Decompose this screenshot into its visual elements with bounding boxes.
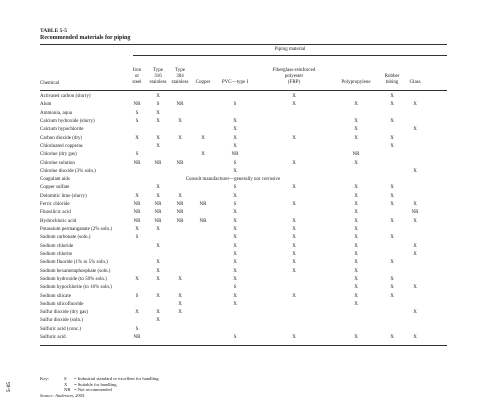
rating-cell: X [390, 118, 394, 124]
rating-cell: X [413, 202, 417, 208]
rating-cell: X [292, 185, 296, 191]
column-header-line: (FRP) [287, 80, 301, 85]
rating-cell: X [292, 135, 296, 141]
chemical-name: Chlorine (dry gas) [40, 152, 77, 158]
rating-cell: X [233, 227, 237, 232]
rating-cell: S [135, 152, 139, 158]
chemical-name: Sodium chlorite [40, 251, 73, 257]
rating-cell: X [156, 293, 160, 299]
column-header-line: stainless [171, 80, 189, 85]
rating-cell: X [233, 143, 237, 149]
rating-cell: NR [154, 202, 162, 208]
table-row [40, 301, 447, 309]
rating-cell: X [233, 218, 237, 224]
rating-cell: NR [176, 102, 184, 108]
chemical-name: Chlorine solution [40, 160, 75, 166]
rating-cell: X [156, 227, 160, 232]
table-row [40, 143, 447, 151]
chemical-name: Sodium hypochlorite (to 16% soln.) [40, 285, 112, 291]
rating-cell: X [390, 293, 394, 299]
table-row [40, 309, 447, 317]
chemical-name: Alum [40, 102, 52, 108]
key-text: = Industrial standard or excellent for handling [74, 376, 159, 381]
rating-cell: X [156, 185, 160, 191]
rating-cell: X [233, 118, 237, 124]
rating-cell: X [390, 94, 394, 99]
rating-cell: X [292, 102, 296, 108]
rating-cell: X [178, 301, 182, 307]
header-rule [40, 90, 447, 91]
rating-cell: X [354, 251, 358, 257]
key-code: S [64, 376, 67, 381]
rating-cell: S [233, 335, 237, 341]
rating-cell: X [135, 310, 139, 316]
rating-cell: X [156, 118, 160, 124]
rating-cell: X [354, 260, 358, 266]
rating-cell: S [135, 293, 139, 299]
column-header-line: Fiberglass-reinforced [272, 68, 316, 73]
rating-cell: NR [352, 152, 360, 158]
rating-cell: X [178, 118, 182, 124]
rating-cell: X [156, 135, 160, 141]
column-header-line: Iron [132, 68, 142, 73]
table-notes [40, 376, 159, 398]
rating-cell: X [390, 335, 394, 341]
rating-cell: S [156, 102, 160, 108]
rating-cell: X [354, 210, 358, 216]
rating-cell: X [354, 227, 358, 232]
rating-cell: NR [133, 102, 141, 108]
rating-cell: X [354, 276, 358, 282]
rating-cell: X [201, 152, 205, 158]
rating-cell: NR [176, 202, 184, 208]
rating-cell: X [292, 293, 296, 299]
table-label: TABLE 5-5 [40, 28, 67, 34]
rating-cell: X [135, 193, 139, 199]
key-label: Key: [40, 376, 49, 381]
column-header [256, 68, 332, 86]
table-row [40, 234, 447, 242]
column-header [380, 74, 404, 86]
row-note: Consult manufacturer—generally not corrosive [185, 177, 281, 183]
rating-cell: X [354, 243, 358, 249]
rating-cell: NR [176, 218, 184, 224]
table-row [40, 118, 447, 126]
page-number [2, 376, 16, 398]
rating-cell: NR [231, 152, 239, 158]
table-row [40, 326, 447, 334]
bottom-rule [40, 345, 447, 346]
rating-cell: X [233, 251, 237, 257]
rating-cell: NR [199, 202, 207, 208]
rating-cell: X [413, 218, 417, 224]
column-header-line: Copper [195, 80, 211, 85]
table-row [40, 334, 447, 342]
rating-cell: X [354, 127, 358, 133]
rating-cell: X [178, 276, 182, 282]
rating-cell: S [233, 185, 237, 191]
rating-cell: X [354, 301, 358, 307]
rating-cell: X [390, 276, 394, 282]
table-row [40, 93, 447, 101]
chemical-name: Sodium silicate [40, 293, 71, 299]
chemical-name: Dolomitic lime (slurry) [40, 193, 87, 199]
rating-cell: X [178, 310, 182, 316]
chemical-name: Sodium silicofluoride [40, 301, 84, 307]
key-code: NR [64, 387, 71, 393]
rating-cell: X [413, 251, 417, 257]
key-code: X [64, 381, 68, 387]
chemical-name: Fluosilicic acid [40, 210, 71, 216]
table-row [40, 193, 447, 201]
rating-cell: X [354, 293, 358, 299]
rating-cell: NR [133, 335, 141, 341]
table-row [40, 276, 447, 284]
rating-cell: X [233, 293, 237, 299]
rating-cell: X [292, 235, 296, 241]
column-header-line: Glass [409, 80, 421, 85]
column-header-line: Rubber [384, 74, 400, 79]
chemical-name: Sodium carbonate (soln.) [40, 235, 91, 241]
column-header-line: steel [132, 80, 142, 85]
column-header-line: Type [175, 68, 185, 73]
rating-cell: X [354, 235, 358, 241]
table-row [40, 176, 447, 184]
rating-cell: X [178, 293, 182, 299]
chemical-name: Sodium chloride [40, 243, 74, 249]
rating-cell: NR [133, 218, 141, 224]
rating-cell: NR [176, 160, 184, 166]
chemical-name: Activated carbon (slurry) [40, 94, 91, 99]
rating-cell: X [292, 227, 296, 232]
rating-cell: X [233, 210, 237, 216]
rating-cell: X [178, 135, 182, 141]
table-body [40, 93, 447, 342]
rating-cell: S [233, 285, 237, 291]
rating-cell: X [354, 102, 358, 108]
column-headers [40, 58, 447, 88]
rating-cell: X [354, 160, 358, 166]
table-title: Recommended materials for piping [40, 35, 131, 41]
rating-cell: X [135, 135, 139, 141]
rating-cell: X [390, 143, 394, 149]
table-row [40, 168, 447, 176]
chemical-name: Sulfuric acid [40, 335, 66, 341]
rating-cell: NR [154, 160, 162, 166]
column-header [216, 80, 254, 86]
table-row [40, 243, 447, 251]
chemical-name: Copper sulfate [40, 185, 70, 191]
rating-cell: S [135, 235, 139, 241]
chemical-name: Ferric chloride [40, 202, 70, 208]
page-number-text: 5-15 [6, 381, 12, 393]
rating-cell: X [413, 168, 417, 174]
table-row [40, 293, 447, 301]
rating-cell: X [413, 243, 417, 249]
chemical-header: Chemical [40, 81, 60, 86]
rating-cell: X [413, 285, 417, 291]
chemical-name: Coagulant aids [40, 177, 70, 183]
rating-cell: X [292, 335, 296, 341]
chemical-name: Hydrochloric acid [40, 218, 77, 224]
rating-cell: X [390, 218, 394, 224]
rating-cell: X [156, 318, 160, 324]
rating-cell: NR [154, 218, 162, 224]
rating-cell: X [413, 127, 417, 133]
column-header-line: Polypropylene [341, 80, 371, 85]
chemical-name: Ammonia, aqua [40, 110, 72, 116]
rating-cell: X [292, 251, 296, 257]
table-row [40, 226, 447, 234]
table-row [40, 110, 447, 118]
column-header-line: Type [153, 68, 163, 73]
column-header-line: 304 [176, 74, 184, 79]
table-row [40, 317, 447, 325]
rating-cell: NR [133, 202, 141, 208]
chemical-name: Chlorinated copperas [40, 143, 83, 149]
rating-cell: X [354, 193, 358, 199]
table-row [40, 135, 447, 143]
rating-cell: X [201, 135, 205, 141]
chemical-name: Sulfuric acid (conc.) [40, 326, 81, 332]
rating-cell: NR [133, 210, 141, 216]
rating-cell: X [413, 310, 417, 316]
rating-cell: X [156, 193, 160, 199]
table-row [40, 151, 447, 159]
rating-cell: X [156, 276, 160, 282]
rating-cell: X [413, 335, 417, 341]
table-row [40, 218, 447, 226]
rating-cell: S [135, 326, 139, 332]
rating-cell: X [292, 160, 296, 166]
chemical-name: Chlorine dioxide (3% soln.) [40, 168, 96, 174]
table-row [40, 259, 447, 267]
rating-cell: X [233, 135, 237, 141]
rating-cell: X [156, 143, 160, 149]
rating-cell: X [156, 243, 160, 249]
top-rule [40, 44, 447, 45]
rating-cell: X [233, 168, 237, 174]
rating-cell: X [156, 94, 160, 99]
column-header [405, 80, 425, 86]
rating-cell: NR [176, 210, 184, 216]
rating-cell: X [233, 193, 237, 199]
rating-cell: X [354, 118, 358, 124]
rating-cell: X [233, 235, 237, 241]
rating-cell: X [292, 202, 296, 208]
column-header-line: 316 [154, 74, 162, 79]
rating-cell: X [178, 193, 182, 199]
rating-cell: X [233, 260, 237, 266]
column-header [128, 68, 146, 86]
rating-cell: X [354, 135, 358, 141]
group-header: Piping material [274, 47, 306, 52]
column-header [148, 68, 168, 86]
rating-cell: S [233, 202, 237, 208]
source-note: Source: Anderson, 2005. [40, 392, 86, 398]
rating-cell: X [354, 218, 358, 224]
column-header-line: polyester [284, 74, 304, 79]
rating-cell: S [135, 110, 139, 116]
rating-cell: NR [199, 218, 207, 224]
rating-cell: S [233, 102, 237, 108]
rating-cell: X [156, 310, 160, 316]
rating-cell: X [390, 193, 394, 199]
column-header-line: or [134, 74, 140, 79]
rating-cell: X [354, 335, 358, 341]
rating-cell: X [233, 243, 237, 249]
column-header-line: PVC—type I [221, 80, 249, 85]
rating-cell: X [135, 276, 139, 282]
rating-cell: X [413, 102, 417, 108]
rating-cell: X [390, 285, 394, 291]
table-row [40, 209, 447, 217]
key-text: = Suitable for handling [74, 381, 117, 387]
table-row [40, 284, 447, 292]
rating-cell: X [135, 227, 139, 232]
table-row [40, 268, 447, 276]
rating-cell: X [390, 135, 394, 141]
rating-cell: X [233, 301, 237, 307]
table-row [40, 201, 447, 209]
rating-cell: S [233, 160, 237, 166]
table-row [40, 160, 447, 168]
chemical-name: Calcium hydroxide (slurry) [40, 118, 95, 124]
rating-cell: NR [411, 210, 419, 216]
chemical-name: Sodium hydroxide (to 50% soln.) [40, 276, 107, 282]
rating-cell: X [156, 260, 160, 266]
rating-cell: X [390, 102, 394, 108]
column-header [170, 68, 190, 86]
table-row [40, 126, 447, 134]
rating-cell: S [135, 118, 139, 124]
group-header-rule [133, 55, 447, 56]
chemical-name: Sodium fluoride (1% to 5% soln.) [40, 260, 108, 266]
rating-cell: X [292, 94, 296, 99]
rating-cell: X [233, 268, 237, 274]
rating-cell: X [292, 218, 296, 224]
rating-cell: X [233, 276, 237, 282]
column-header-line: stainless [149, 80, 167, 85]
chemical-name: Sulfur dioxide (soln.) [40, 318, 83, 324]
rating-cell: X [233, 127, 237, 133]
rating-cell: X [156, 110, 160, 116]
rating-cell: X [390, 185, 394, 191]
chemical-name: Carbon dioxide (dry) [40, 135, 83, 141]
chemical-name: Calcium hypochlorite [40, 127, 84, 133]
column-header [332, 80, 380, 86]
chemical-name: Sodium hexametaphosphate (soln.) [40, 268, 111, 274]
rating-cell: X [354, 202, 358, 208]
rating-cell: X [292, 260, 296, 266]
chemical-name: Sulfur dioxide (dry gas) [40, 310, 88, 316]
rating-cell: X [390, 235, 394, 241]
rating-cell: X [354, 185, 358, 191]
table-row [40, 101, 447, 109]
key-text: = Not recommended [74, 387, 112, 393]
chemical-name: Potassium permanganate (2% soln.) [40, 227, 112, 232]
column-header [192, 80, 214, 86]
rating-cell: X [354, 268, 358, 274]
rating-cell: X [292, 243, 296, 249]
rating-cell: NR [154, 210, 162, 216]
rating-cell: X [354, 285, 358, 291]
rating-cell: X [390, 260, 394, 266]
rating-cell: X [390, 202, 394, 208]
rating-cell: X [292, 268, 296, 274]
table-row [40, 184, 447, 192]
table-row [40, 251, 447, 259]
rating-cell: X [156, 268, 160, 274]
rating-cell: NR [133, 160, 141, 166]
column-header-line: tubing [385, 80, 399, 85]
